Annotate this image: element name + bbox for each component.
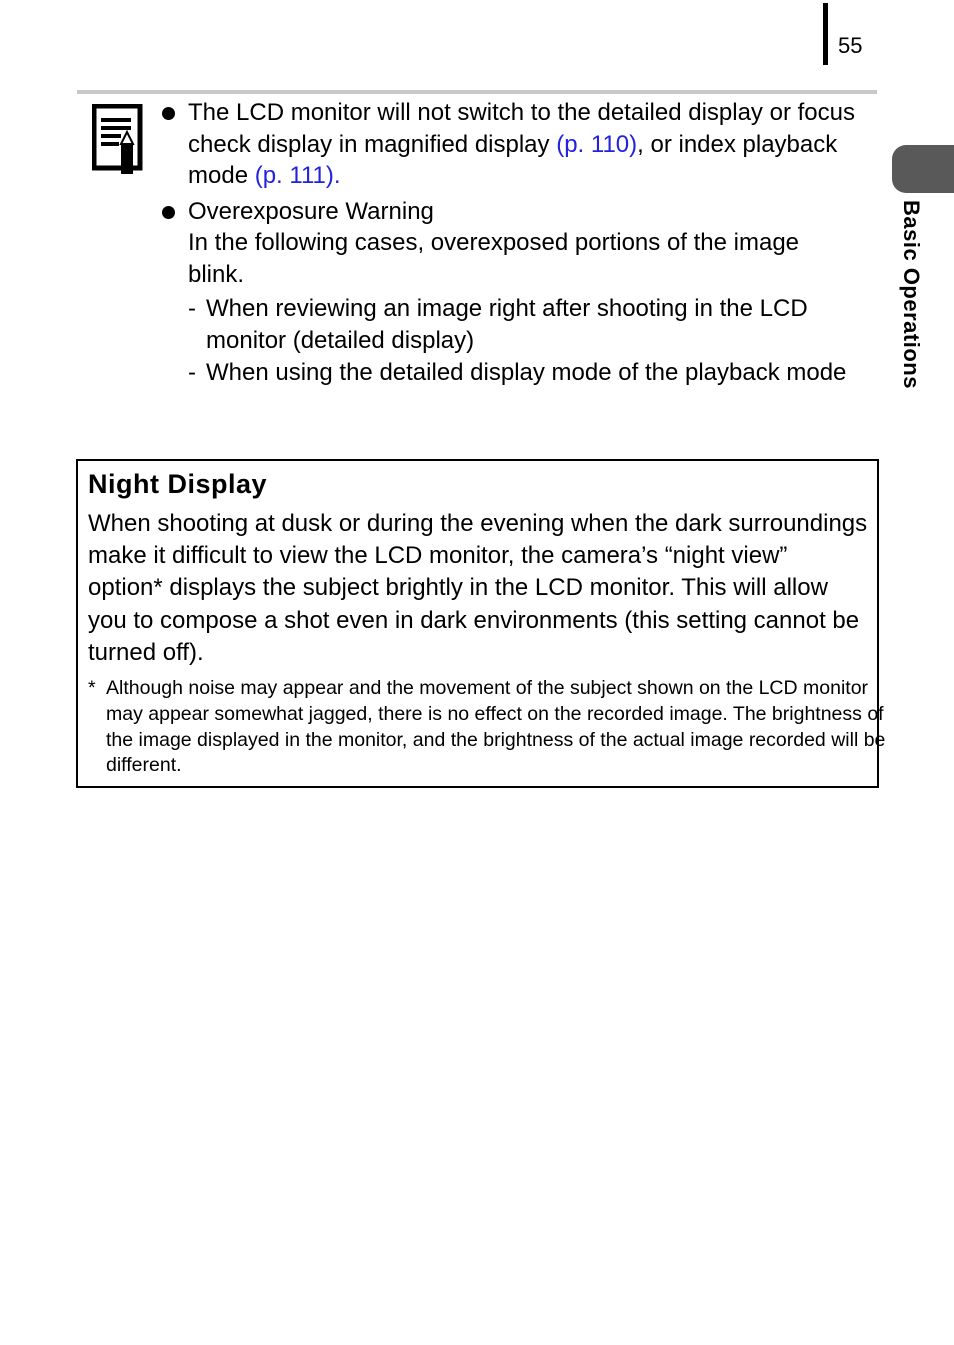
case-item xyxy=(188,357,860,389)
footnote-asterisk: * xyxy=(88,677,96,699)
note-text: , or index playback mode xyxy=(188,130,838,189)
page-link-111[interactable]: (p. 111) xyxy=(254,162,334,189)
night-display-footnote xyxy=(88,676,886,779)
note-bullet-lcd-switch xyxy=(160,97,860,192)
note-period: . xyxy=(333,162,341,189)
overexposure-cases xyxy=(188,293,860,389)
overexposure-text: In the following cases, overexposed portions of the image blink. xyxy=(188,229,800,288)
night-display-body: When shooting at dusk or during the evening when the dark surroundings make it difficult to view the LCD monitor, the camera’s “night view” option* displays the subject brightly in the LCD monitor. This will allow you to compose a shot even in dark environments (this setting cannot be turned off). xyxy=(88,510,868,666)
page-marker-bar xyxy=(823,3,828,65)
section-label: Basic Operations xyxy=(899,200,924,389)
night-display-box xyxy=(76,459,886,788)
case-text: When reviewing an image right after shooting in the LCD monitor (detailed display) xyxy=(206,295,808,354)
case-text: When using the detailed display mode of the playback mode xyxy=(206,359,847,386)
note-bullet-overexposure xyxy=(160,196,860,390)
notes-section xyxy=(160,97,860,389)
page-link-110[interactable]: (p. 110) xyxy=(556,130,638,158)
header-rule xyxy=(77,90,877,94)
dash-marker: - xyxy=(188,295,196,322)
bullet-dot xyxy=(162,107,175,120)
case-item xyxy=(188,293,860,357)
section-tab xyxy=(892,145,954,193)
page-number: 55 xyxy=(838,33,863,58)
bullet-dot xyxy=(162,206,175,219)
dash-marker: - xyxy=(188,359,196,386)
overexposure-title: Overexposure Warning xyxy=(188,197,434,225)
note-text: The LCD monitor will not switch to the detailed display or focus check display in magnified display xyxy=(188,99,855,158)
night-display-title: Night Display xyxy=(88,469,268,499)
footnote-text: Although noise may appear and the movement of the subject shown on the LCD monitor may appear somewhat jagged, there is no effect on the recorded image. The brightness of the image displayed in the monitor, and the brightness of the actual image recorded will be different. xyxy=(106,677,886,777)
note-icon xyxy=(92,104,144,174)
